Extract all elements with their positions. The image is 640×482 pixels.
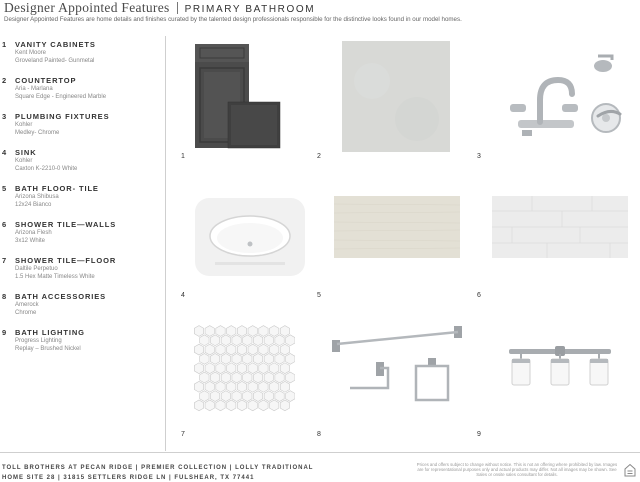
hex-tile: [221, 335, 230, 346]
disclaimer: Prices and offers subject to change without notice. This is not an offering where prohibited by law. Images are for representational purposes only and actual products may differ. Not all images may be shown. See Sales or onsite sales consultant for details.: [416, 462, 618, 478]
hex-tile: [243, 354, 252, 365]
hex-tile: [248, 363, 257, 374]
hex-tile: [216, 381, 225, 392]
hex-tile: [269, 344, 278, 355]
hex-tile: [248, 326, 257, 337]
spec-brand: Kohler: [15, 158, 33, 164]
spec-detail: Replay – Brushed Nickel: [15, 346, 81, 352]
page-header: [4, 0, 315, 16]
hex-tile: [264, 372, 273, 383]
hex-tile: [232, 354, 241, 365]
hex-tile: [232, 372, 241, 383]
spec-title: SHOWER TILE—FLOOR: [15, 256, 117, 265]
equal-housing-icon: [624, 463, 636, 477]
hex-tile: [227, 326, 236, 337]
hex-tile: [210, 372, 219, 383]
hex-tile: [280, 326, 289, 337]
hex-tile: [275, 335, 284, 346]
image-number: 5: [317, 292, 321, 299]
hex-tile: [232, 391, 241, 402]
hex-tile: [259, 363, 268, 374]
plumbing-fixtures-image: [500, 50, 630, 140]
spec-title: BATH ACCESSORIES: [15, 292, 107, 301]
floor-tile-image: [334, 196, 460, 258]
image-number: 6: [477, 292, 481, 299]
spec-title: SINK: [15, 148, 37, 157]
hex-tile: [205, 363, 214, 374]
hex-tile: [205, 344, 214, 355]
hex-mosaic-pattern: [193, 325, 295, 417]
spec-title: BATH LIGHTING: [15, 328, 85, 337]
hex-tile: [200, 372, 209, 383]
hex-tile: [194, 400, 203, 411]
hex-tile: [232, 335, 241, 346]
hex-tile: [248, 400, 257, 411]
hex-tile: [286, 391, 295, 402]
hex-tile: [286, 354, 295, 365]
spec-title: COUNTERTOP: [15, 76, 77, 85]
page-title: Designer Appointed Features: [4, 0, 170, 15]
hex-tile: [194, 344, 203, 355]
hex-tile: [210, 335, 219, 346]
hex-tile: [259, 381, 268, 392]
hex-tile: [264, 354, 273, 365]
hex-tile: [194, 326, 203, 337]
hex-tile: [210, 391, 219, 402]
spec-brand: Amerock: [15, 302, 39, 308]
spec-number: 9: [2, 328, 7, 337]
hex-tile: [280, 400, 289, 411]
image-number: 1: [181, 153, 185, 160]
hex-tile: [280, 363, 289, 374]
hex-tile: [259, 344, 268, 355]
hex-tile: [275, 391, 284, 402]
hex-tile: [259, 326, 268, 337]
community-info: TOLL BROTHERS AT PECAN RIDGE | PREMIER COLLECTION | LOLLY TRADITIONAL: [2, 465, 314, 471]
hex-tile: [221, 354, 230, 365]
vanity-light-image: [505, 345, 615, 390]
hex-tile: [227, 363, 236, 374]
hex-tile: [253, 372, 262, 383]
hex-tile: [243, 391, 252, 402]
spec-title: PLUMBING FIXTURES: [15, 112, 110, 121]
hex-tile: [237, 400, 246, 411]
hex-tile: [280, 344, 289, 355]
home-site-address: HOME SITE 28 | 31815 SETTLERS RIDGE LN | FULSHEAR, TX 77441: [2, 475, 255, 481]
cabinet-sample-image: [193, 44, 285, 150]
hex-tile: [227, 400, 236, 411]
hex-tile: [253, 335, 262, 346]
hex-tile: [194, 381, 203, 392]
spec-brand: Arizona Shibusa: [15, 194, 59, 200]
hex-tile: [221, 391, 230, 402]
hex-tile: [269, 363, 278, 374]
hex-tile: [253, 391, 262, 402]
hex-tile: [237, 344, 246, 355]
hex-tile: [269, 381, 278, 392]
room-name: PRIMARY BATHROOM: [184, 4, 316, 15]
spec-brand: Kohler: [15, 122, 33, 128]
countertop-sample-image: [342, 41, 450, 152]
spec-brand: Aria - Marlana: [15, 86, 53, 92]
page-subtitle: Designer Appointed Features are home details and finishes curated by the talented design professionals responsible for the distinctive looks found in our model homes.: [4, 16, 462, 23]
hex-mosaic-image: [193, 325, 295, 417]
hex-tile: [248, 381, 257, 392]
column-divider: [165, 36, 166, 451]
hex-tile: [237, 363, 246, 374]
bath-accessories-image: [328, 322, 468, 408]
image-number: 2: [317, 153, 321, 160]
hex-tile: [216, 363, 225, 374]
spec-brand: Progress Lighting: [15, 338, 62, 344]
hex-tile: [286, 335, 295, 346]
hex-tile: [280, 381, 289, 392]
hex-tile: [264, 335, 273, 346]
spec-detail: Caxton K-2210-0 White: [15, 166, 78, 172]
hex-tile: [269, 326, 278, 337]
hex-tile: [210, 354, 219, 365]
hex-tile: [200, 354, 209, 365]
spec-number: 5: [2, 184, 7, 193]
spec-number: 4: [2, 148, 7, 157]
spec-detail: Groveland Painted- Gunmetal: [15, 58, 95, 64]
spec-number: 8: [2, 292, 7, 301]
footer-divider: [0, 452, 640, 453]
hex-tile: [216, 400, 225, 411]
spec-number: 3: [2, 112, 7, 121]
hex-tile: [227, 344, 236, 355]
image-number: 8: [317, 431, 321, 438]
spec-number: 7: [2, 256, 7, 265]
hex-tile: [216, 344, 225, 355]
header-divider: [177, 2, 178, 14]
hex-tile: [237, 381, 246, 392]
hex-tile: [259, 400, 268, 411]
spec-brand: Arizona Flesh: [15, 230, 52, 236]
hex-tile: [253, 354, 262, 365]
hex-tile: [205, 326, 214, 337]
spec-title: SHOWER TILE—WALLS: [15, 220, 117, 229]
spec-title: BATH FLOOR- TILE: [15, 184, 99, 193]
image-number: 3: [477, 153, 481, 160]
hex-tile: [227, 381, 236, 392]
spec-detail: 3x12 White: [15, 238, 46, 244]
spec-detail: Chrome: [15, 310, 37, 316]
spec-title: VANITY CABINETS: [15, 40, 96, 49]
sink-image: [195, 198, 305, 276]
hex-tile: [275, 372, 284, 383]
hex-tile: [286, 372, 295, 383]
hex-tile: [237, 326, 246, 337]
wall-tile-image: [492, 196, 628, 258]
hex-tile: [243, 335, 252, 346]
spec-detail: Medley- Chrome: [15, 130, 60, 136]
hex-tile: [269, 400, 278, 411]
image-number: 4: [181, 292, 185, 299]
spec-brand: Kent Moore: [15, 50, 47, 56]
spec-detail: 12x24 Bianco: [15, 202, 52, 208]
hex-tile: [275, 354, 284, 365]
spec-number: 1: [2, 40, 7, 49]
spec-brand: Daltile Perpetuo: [15, 266, 58, 272]
hex-tile: [264, 391, 273, 402]
image-number: 7: [181, 431, 185, 438]
spec-detail: Square Edge - Engineered Marble: [15, 94, 107, 100]
spec-number: 6: [2, 220, 7, 229]
hex-tile: [243, 372, 252, 383]
hex-tile: [221, 372, 230, 383]
spec-number: 2: [2, 76, 7, 85]
hex-tile: [205, 381, 214, 392]
hex-tile: [248, 344, 257, 355]
spec-detail: 1.5 Hex Matte Timeless White: [15, 274, 95, 280]
hex-tile: [200, 391, 209, 402]
hex-tile: [205, 400, 214, 411]
image-number: 9: [477, 431, 481, 438]
hex-tile: [194, 363, 203, 374]
hex-tile: [216, 326, 225, 337]
hex-tile: [200, 335, 209, 346]
